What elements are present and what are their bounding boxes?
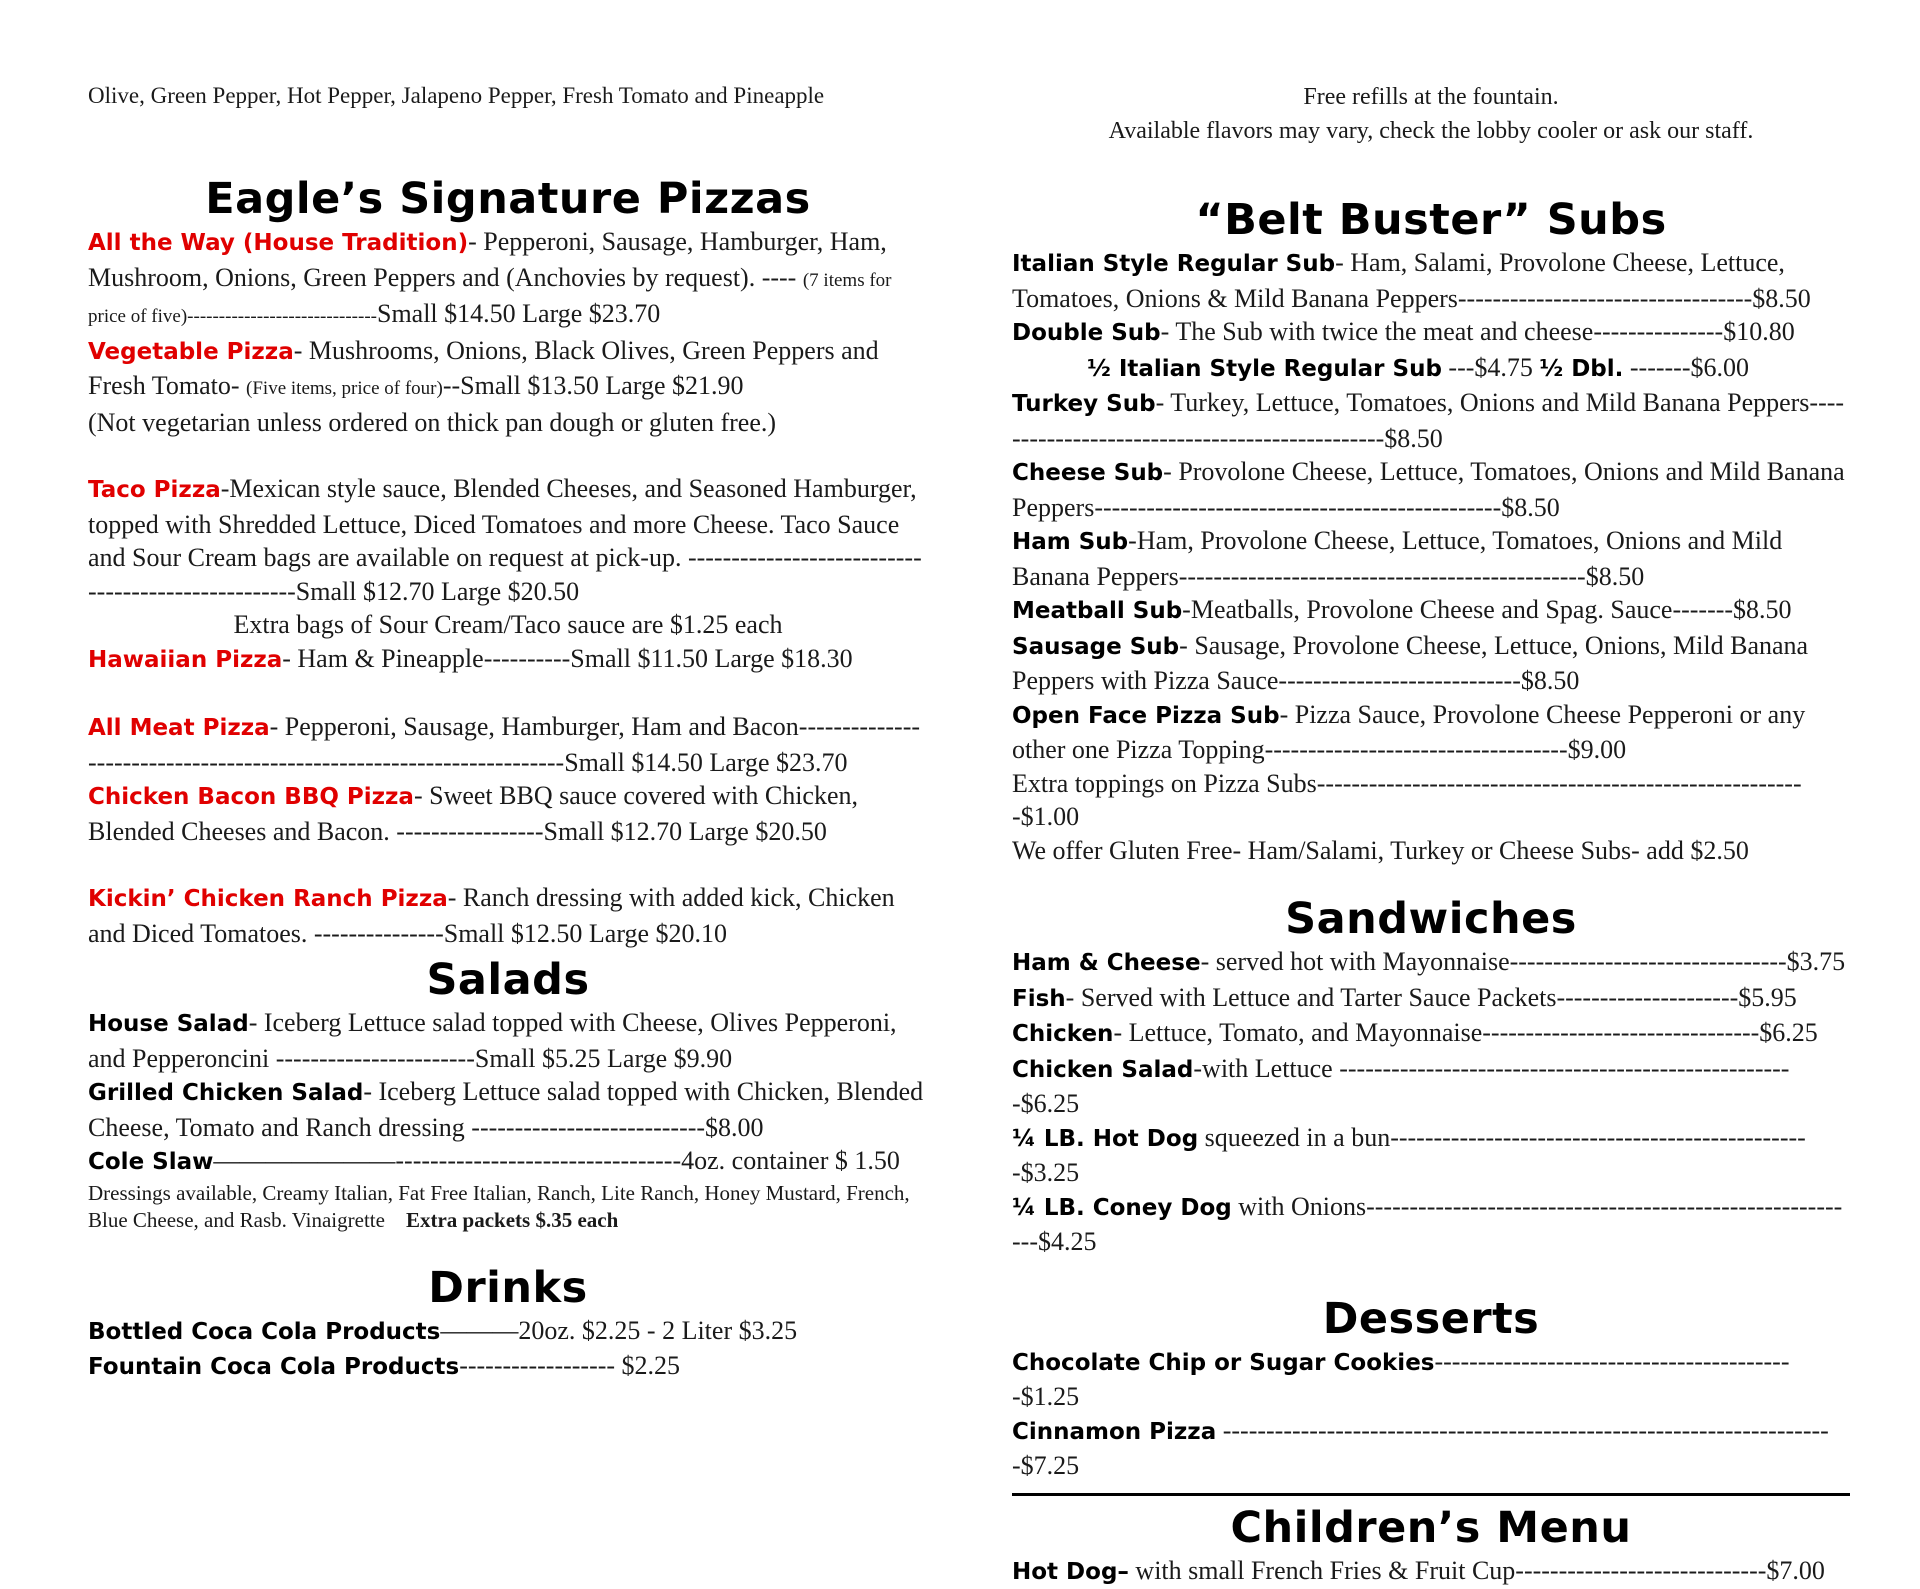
item-name: Chicken Salad (1012, 1057, 1193, 1083)
menu-item-house-salad: House Salad- Iceberg Lettuce salad topped with Cheese, Olives Pepperoni, and Pepperoncini -----------------------Small $5.25 Large $9.90 (88, 1006, 928, 1075)
menu-item-ham-cheese: Ham & Cheese- served hot with Mayonnaise--------------------------------$3.75 (1012, 945, 1850, 981)
item-name: Chocolate Chip or Sugar Cookies (1012, 1350, 1434, 1376)
menu-item-cole-slaw: Cole Slaw———————---------------------------------4oz. container $ 1.50 (88, 1144, 928, 1180)
item-name: Hot Dog– (1012, 1559, 1129, 1585)
item-name: Hawaiian Pizza (88, 647, 282, 673)
item-name: Ham Sub (1012, 529, 1128, 555)
item-name: ½ Dbl. (1539, 356, 1623, 382)
refills-line-1: Free refills at the fountain. (1012, 80, 1850, 114)
item-name: Kickin’ Chicken Ranch Pizza (88, 886, 448, 912)
sandwiches-heading: Sandwiches (1012, 893, 1850, 945)
menu-item-chicken-salad: Chicken Salad-with Lettuce -----------------------------------------------------$6.25 (1012, 1052, 1850, 1121)
item-name: Cole Slaw (88, 1149, 213, 1175)
item-name: Sausage Sub (1012, 634, 1179, 660)
menu-item-coney-dog: ¼ LB. Coney Dog with Onions----------------------------------------------------------$4.25 (1012, 1190, 1850, 1259)
menu-item-double-sub: Double Sub- The Sub with twice the meat and cheese---------------$10.80 (1012, 315, 1850, 351)
menu-item-fish: Fish- Served with Lettuce and Tarter Sauce Packets---------------------$5.95 (1012, 981, 1850, 1017)
menu-item-ham-sub: Ham Sub-Ham, Provolone Cheese, Lettuce, Tomatoes, Onions and Mild Banana Peppers-----------------------------------------------$8.50 (1012, 524, 1850, 593)
item-name: Fish (1012, 986, 1066, 1012)
menu-item-grilled-chicken-salad: Grilled Chicken Salad- Iceberg Lettuce salad topped with Chicken, Blended Cheese, Tomato and Ranch dressing ---------------------------$8.00 (88, 1075, 928, 1144)
item-name: ½ Italian Style Regular Sub (1087, 356, 1442, 382)
section-divider (1012, 1493, 1850, 1496)
menu-item-turkey-sub: Turkey Sub- Turkey, Lettuce, Tomatoes, Onions and Mild Banana Peppers-----------------------------------------------$8.50 (1012, 386, 1850, 455)
item-name: Ham & Cheese (1012, 950, 1201, 976)
item-name: Vegetable Pizza (88, 339, 294, 365)
dressings-note: Dressings available, Creamy Italian, Fat Free Italian, Ranch, Lite Ranch, Honey Mustard, French, Blue Cheese, and Rasb. Vinaigrette Extra packets $.35 each (88, 1180, 928, 1234)
item-name: ¼ LB. Coney Dog (1012, 1195, 1232, 1221)
item-name: Open Face Pizza Sub (1012, 703, 1280, 729)
left-column (88, 80, 928, 1385)
menu-item-half-subs: ½ Italian Style Regular Sub ---$4.75 ½ Dbl. -------$6.00 (1012, 351, 1850, 387)
refills-line-2: Available flavors may vary, check the lobby cooler or ask our staff. (1012, 114, 1850, 148)
vegetable-footnote: (Not vegetarian unless ordered on thick pan dough or gluten free.) (88, 406, 928, 440)
childrens-menu-heading: Children’s Menu (1012, 1502, 1850, 1554)
menu-item-hawaiian: Hawaiian Pizza- Ham & Pineapple----------Small $11.50 Large $18.30 (88, 642, 928, 678)
item-name: Grilled Chicken Salad (88, 1080, 363, 1106)
item-name: All the Way (House Tradition) (88, 230, 468, 256)
menu-item-chicken-bacon-bbq: Chicken Bacon BBQ Pizza- Sweet BBQ sauce covered with Chicken, Blended Cheeses and Bacon. -----------------Small $12.70 Large $20.50 (88, 779, 928, 848)
menu-item-kickin-chicken: Kickin’ Chicken Ranch Pizza- Ranch dressing with added kick, Chicken and Diced Tomatoes. ---------------Small $12.50 Large $20.10 (88, 881, 928, 950)
item-name: Double Sub (1012, 320, 1161, 346)
subs-heading: “Belt Buster” Subs (1012, 194, 1850, 246)
item-name: Italian Style Regular Sub (1012, 251, 1335, 277)
item-name: ¼ LB. Hot Dog (1012, 1126, 1198, 1152)
salads-heading: Salads (88, 954, 928, 1006)
item-name: House Salad (88, 1011, 249, 1037)
menu-item-sausage-sub: Sausage Sub- Sausage, Provolone Cheese, Lettuce, Onions, Mild Banana Peppers with Pizza Sauce----------------------------$8.50 (1012, 629, 1850, 698)
right-column (1012, 80, 1850, 1589)
menu-item-kids-hot-dog: Hot Dog– with small French Fries & Fruit Cup-----------------------------$7.00 (1012, 1554, 1850, 1589)
menu-item-hot-dog: ¼ LB. Hot Dog squeezed in a bun-------------------------------------------------$3.25 (1012, 1121, 1850, 1190)
menu-item-fountain: Fountain Coca Cola Products------------------ $2.25 (88, 1349, 928, 1385)
desserts-heading: Desserts (1012, 1293, 1850, 1345)
toppings-tail: Olive, Green Pepper, Hot Pepper, Jalapeno Pepper, Fresh Tomato and Pineapple (88, 80, 928, 111)
item-name: Turkey Sub (1012, 391, 1156, 417)
menu-item-meatball-sub: Meatball Sub-Meatballs, Provolone Cheese and Spag. Sauce-------$8.50 (1012, 593, 1850, 629)
menu-item-open-face-sub: Open Face Pizza Sub- Pizza Sauce, Provolone Cheese Pepperoni or any other one Pizza Topping-----------------------------------$9.00 (1012, 698, 1850, 767)
gluten-free-note: We offer Gluten Free- Ham/Salami, Turkey or Cheese Subs- add $2.50 (1012, 834, 1850, 868)
item-name: Chicken (1012, 1021, 1113, 1047)
menu-item-all-meat: All Meat Pizza- Pepperoni, Sausage, Hamburger, Ham and Bacon---------------------------------------------------------------------Small $14.50 Large $23.70 (88, 710, 928, 779)
taco-extra-note: Extra bags of Sour Cream/Taco sauce are $1.25 each (88, 608, 928, 642)
extra-toppings: Extra toppings on Pizza Subs---------------------------------------------------------$1.00 (1012, 767, 1850, 834)
item-name: Cheese Sub (1012, 460, 1163, 486)
menu-item-all-the-way: All the Way (House Tradition)- Pepperoni, Sausage, Hamburger, Ham, Mushroom, Onions, Green Peppers and (Anchovies by request). ---- (7 items for price of five)------------------------------Small $14.50 Large $23.70 (88, 225, 928, 334)
drinks-heading: Drinks (88, 1262, 928, 1314)
menu-item-vegetable: Vegetable Pizza- Mushrooms, Onions, Black Olives, Green Peppers and Fresh Tomato- (Five items, price of four)--Small $13.50 Large $21.90 (88, 334, 928, 406)
menu-item-chicken: Chicken- Lettuce, Tomato, and Mayonnaise--------------------------------$6.25 (1012, 1016, 1850, 1052)
item-name: Fountain Coca Cola Products (88, 1354, 459, 1380)
extra-packets: Extra packets $.35 each (406, 1208, 618, 1232)
menu-item-cookies: Chocolate Chip or Sugar Cookies------------------------------------------$1.25 (1012, 1345, 1850, 1414)
item-name: Meatball Sub (1012, 598, 1182, 624)
item-name: Bottled Coca Cola Products (88, 1319, 440, 1345)
item-name: Cinnamon Pizza (1012, 1419, 1216, 1445)
menu-item-cinnamon-pizza: Cinnamon Pizza -----------------------------------------------------------------------$7.25 (1012, 1414, 1850, 1483)
item-name: Chicken Bacon BBQ Pizza (88, 784, 414, 810)
item-name: All Meat Pizza (88, 715, 270, 741)
menu-item-bottled: Bottled Coca Cola Products———20oz. $2.25 - 2 Liter $3.25 (88, 1314, 928, 1350)
menu-item-cheese-sub: Cheese Sub- Provolone Cheese, Lettuce, Tomatoes, Onions and Mild Banana Peppers-----------------------------------------------$8.50 (1012, 455, 1850, 524)
item-name: Taco Pizza (88, 477, 221, 503)
menu-item-italian-sub: Italian Style Regular Sub- Ham, Salami, Provolone Cheese, Lettuce, Tomatoes, Onions & Mild Banana Peppers----------------------------------$8.50 (1012, 246, 1850, 315)
pizzas-heading: Eagle’s Signature Pizzas (88, 173, 928, 225)
menu-item-taco: Taco Pizza-Mexican style sauce, Blended Cheeses, and Seasoned Hamburger, topped with Shredded Lettuce, Diced Tomatoes and more Cheese. Taco Sauce and Sour Cream bags are available on request at pick-up. ---------------------------------------------------Small $12.70 Large $20.50 (88, 472, 928, 608)
